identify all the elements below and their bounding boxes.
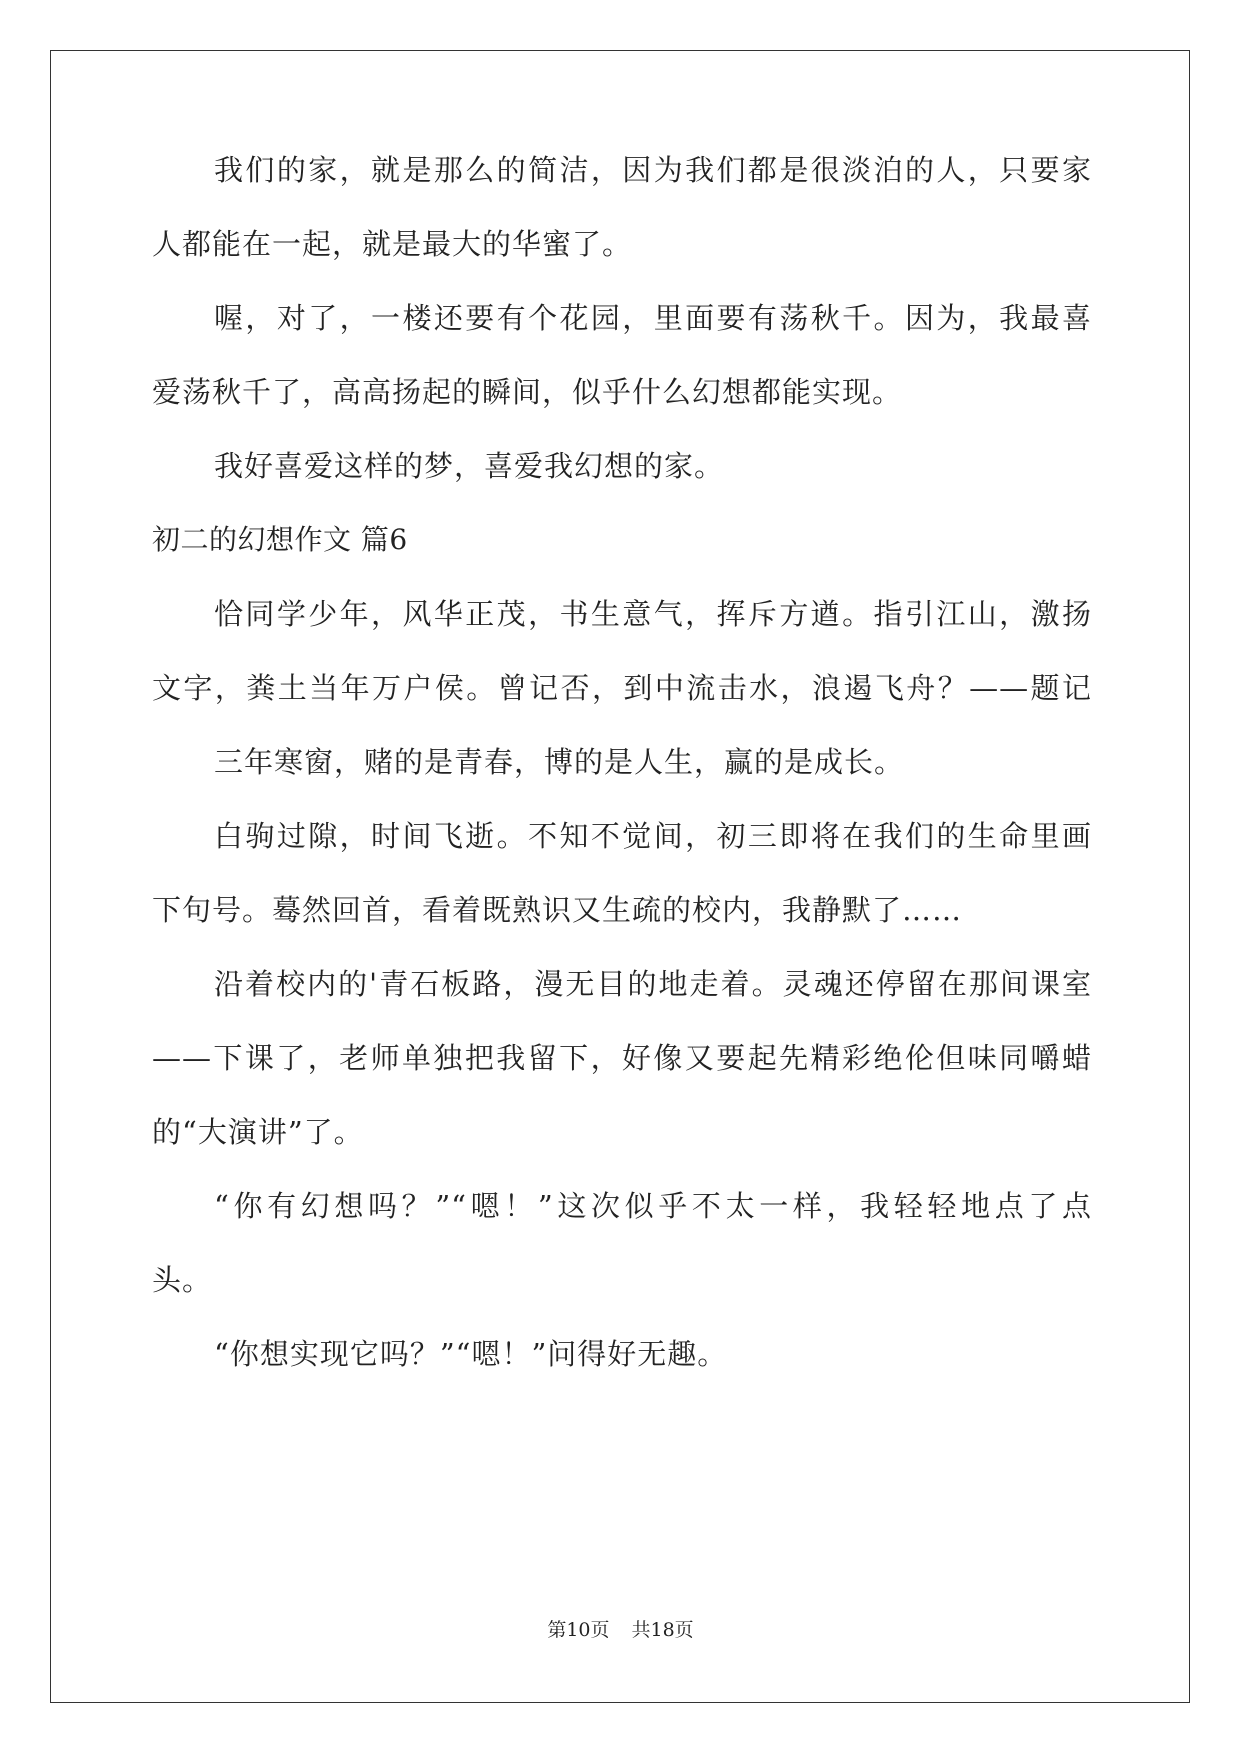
page-number: 第10页: [547, 1619, 610, 1641]
text-line: 文字，粪土当年万户侯。曾记否，到中流击水，浪遏飞舟？——题记: [152, 671, 1092, 705]
text-line: 我好喜爱这样的梦，喜爱我幻想的家。: [214, 449, 725, 483]
text-line: 的“大演讲”了。: [152, 1115, 364, 1149]
page-footer: [0, 1618, 1241, 1642]
text-line: “你想实现它吗？”“嗯！”问得好无趣。: [214, 1337, 728, 1371]
text-line: 我们的家，就是那么的简洁，因为我们都是很淡泊的人，只要家: [214, 153, 1092, 187]
text-line: 沿着校内的'青石板路，漫无目的地走着。灵魂还停留在那间课室: [214, 967, 1092, 1001]
section-heading: 初二的幻想作文 篇6: [152, 523, 408, 556]
text-line: 三年寒窗，赌的是青春，博的是人生，赢的是成长。: [214, 745, 905, 779]
text-line: 喔，对了，一楼还要有个花园，里面要有荡秋千。因为，我最喜: [214, 301, 1092, 335]
text-line: ——下课了，老师单独把我留下，好像又要起先精彩绝伦但味同嚼蜡: [152, 1041, 1092, 1075]
text-line: “你有幻想吗？”“嗯！”这次似乎不太一样，我轻轻地点了点: [214, 1189, 1092, 1223]
text-line: 白驹过隙，时间飞逝。不知不觉间，初三即将在我们的生命里画: [214, 819, 1092, 853]
text-line: 头。: [152, 1263, 213, 1297]
page-total: 共18页: [631, 1619, 694, 1641]
text-line: 恰同学少年，风华正茂，书生意气，挥斥方遒。指引江山，激扬: [214, 597, 1092, 631]
text-line: 人都能在一起，就是最大的华蜜了。: [152, 227, 633, 261]
text-line: 爱荡秋千了，高高扬起的瞬间，似乎什么幻想都能实现。: [152, 375, 903, 409]
text-line: 下句号。蓦然回首，看着既熟识又生疏的校内，我静默了……: [152, 893, 963, 927]
